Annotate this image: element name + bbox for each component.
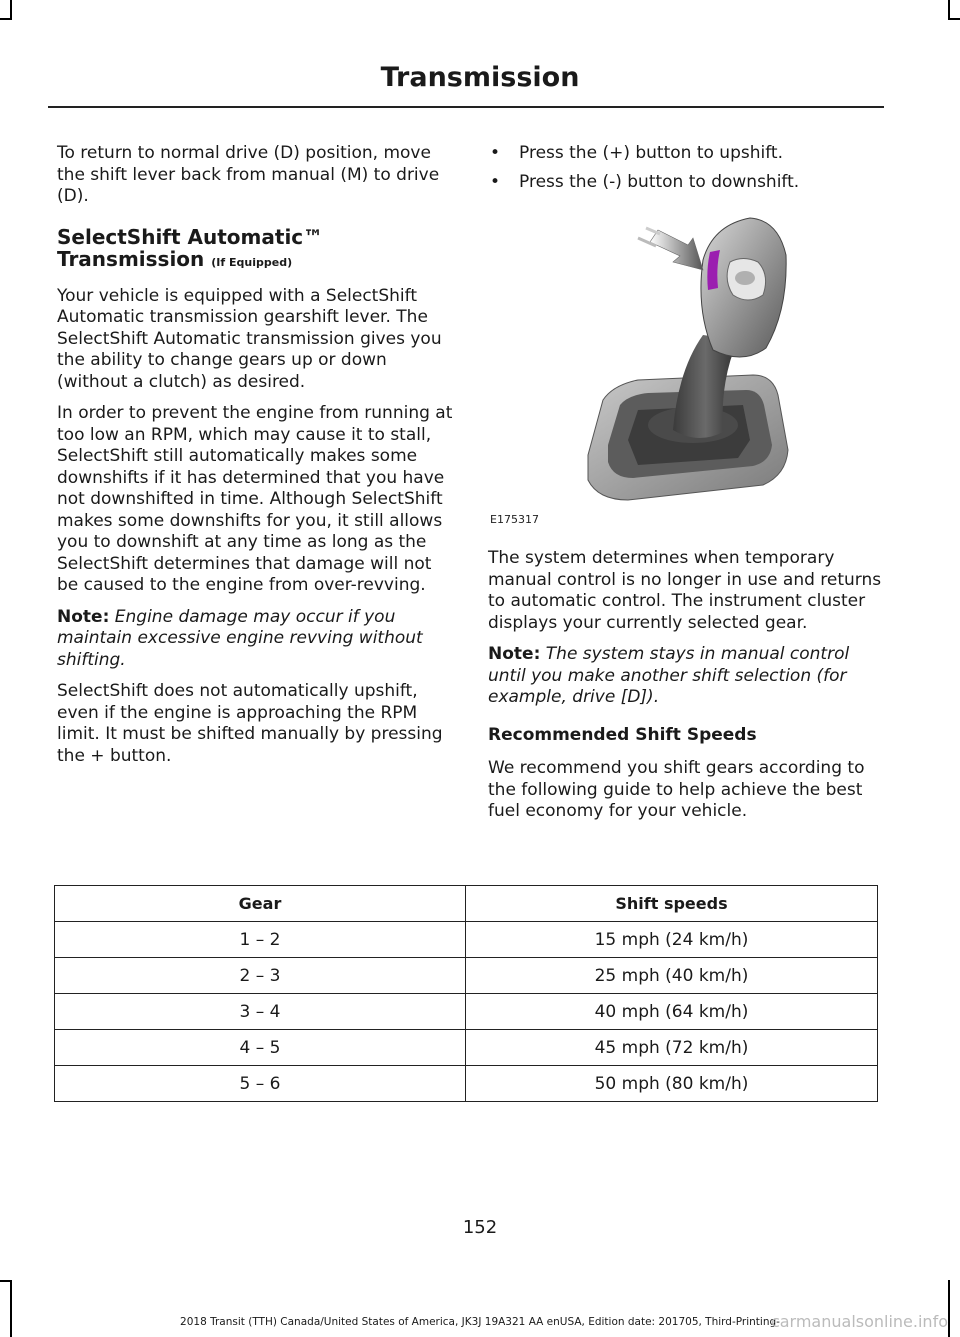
- gearshift-lever-image: [488, 200, 888, 510]
- section-heading: [57, 226, 453, 274]
- speed-cell: 45 mph (72 km/h): [466, 1030, 878, 1066]
- table-header-row: [55, 886, 878, 922]
- crop-mark-bottom-right: [948, 1280, 950, 1337]
- note-text: The system stays in manual control until you make another shift selection (for example, drive [D]).: [488, 644, 850, 707]
- table-row: [55, 922, 878, 958]
- crop-mark-top-left: [10, 0, 12, 20]
- gear-cell: 2 – 3: [55, 958, 466, 994]
- page-number: 152: [462, 1217, 498, 1238]
- subheading: Recommended Shift Speeds: [488, 724, 757, 745]
- bullet-list: [488, 143, 888, 193]
- paragraph: We recommend you shift gears according to the following guide to help achieve the best fuel economy for your vehicle.: [488, 758, 865, 821]
- paragraph: SelectShift does not automatically upshift, even if the engine is approaching the RPM limit. It must be shifted manually by pressing the + button.: [57, 681, 443, 766]
- speed-cell: 25 mph (40 km/h): [466, 958, 878, 994]
- note-label: Note:: [488, 644, 541, 664]
- column-header-shift-speeds: Shift speeds: [466, 886, 878, 922]
- left-column: [57, 143, 453, 777]
- shift-speeds-table: [54, 885, 878, 1102]
- crop-mark-top-left-h: [0, 18, 12, 20]
- bullet-item: • Press the (+) button to upshift.: [488, 143, 888, 165]
- table-row: [55, 994, 878, 1030]
- bullet-item: • Press the (-) button to downshift.: [488, 172, 888, 194]
- paragraph: Your vehicle is equipped with a SelectShift Automatic transmission gearshift lever. The SelectShift Automatic transmission gives you the ability to change gears up or down (without a clutch) as desired.: [57, 285, 442, 392]
- speed-cell: 40 mph (64 km/h): [466, 994, 878, 1030]
- gear-cell: 5 – 6: [55, 1066, 466, 1102]
- speed-cell: 50 mph (80 km/h): [466, 1066, 878, 1102]
- paragraph: The system determines when temporary manual control is no longer in use and returns to automatic control. The instrument cluster displays your currently selected gear.: [488, 548, 882, 633]
- table-row: [55, 1030, 878, 1066]
- header-divider: [48, 106, 884, 108]
- crop-mark-top-right-h: [948, 18, 960, 20]
- note: [57, 607, 453, 672]
- crop-mark-top-right: [948, 0, 950, 20]
- gearshift-illustration: [488, 200, 888, 530]
- intro-paragraph: To return to normal drive (D) position, move the shift lever back from manual (M) to drive (D).: [57, 143, 440, 206]
- right-column: [488, 143, 888, 833]
- note: [488, 644, 888, 709]
- column-header-gear: Gear: [55, 886, 466, 922]
- crop-mark-bottom-left: [10, 1280, 12, 1337]
- table-row: [55, 958, 878, 994]
- table-row: [55, 1066, 878, 1102]
- paragraph: In order to prevent the engine from running at too low an RPM, which may cause it to stall, SelectShift still automatically makes some downshifts if it has determined that you have not downshifted in time. Although SelectShift makes some downshifts for you, it still allows you to downshift at any time as long as the SelectShift determines that damage will not be caused to the engine from over-revving.: [57, 403, 453, 595]
- section-qualifier: (If Equipped): [211, 255, 293, 269]
- page-title: Transmission: [380, 62, 580, 93]
- crop-mark-bottom-left-h: [0, 1280, 12, 1282]
- gear-cell: 1 – 2: [55, 922, 466, 958]
- speed-cell: 15 mph (24 km/h): [466, 922, 878, 958]
- section-title: SelectShift Automatic™ Transmission: [57, 224, 324, 271]
- figure-id: E175317: [490, 512, 539, 526]
- gear-cell: 3 – 4: [55, 994, 466, 1030]
- note-text: Engine damage may occur if you maintain excessive engine revving without shifting.: [57, 606, 423, 670]
- note-label: Note:: [57, 606, 110, 627]
- footer-edition-info: 2018 Transit (TTH) Canada/United States of America, JK3J 19A321 AA enUSA, Edition date: 201705, Third-Printing-: [180, 1316, 780, 1328]
- gear-cell: 4 – 5: [55, 1030, 466, 1066]
- watermark: carmanualsonline.info: [770, 1312, 948, 1331]
